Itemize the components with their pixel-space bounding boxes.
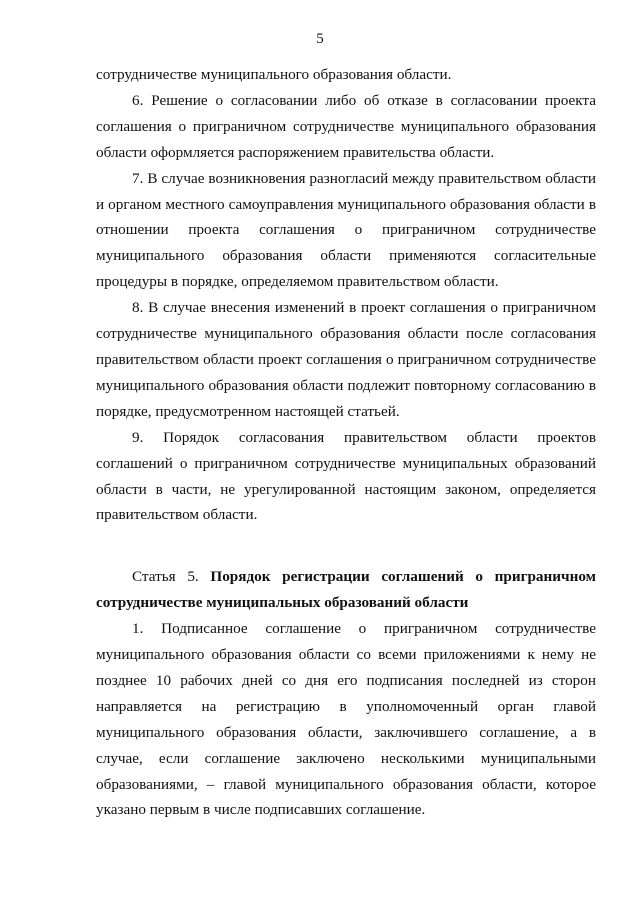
paragraph-item-6: 6. Решение о согласовании либо об отказе в согласовании проекта соглашения о приграничном сотрудничестве муниципального образования области оформляется распоряжением правительства области. xyxy=(96,91,596,161)
paragraph-item-7: 7. В случае возникновения разногласий между правительством области и органом местного самоуправления муниципального образования области в отношении проекта соглашения о приграничном сотрудничестве муниципального образования области применяются согласительные процедуры в порядке, определяемом правительством области. xyxy=(96,169,596,291)
page-number: 5 xyxy=(316,31,324,47)
document-body xyxy=(96,62,596,823)
paragraph-continuation: сотрудничестве муниципального образования области. xyxy=(96,66,452,83)
article-heading xyxy=(96,564,596,616)
article-paragraph-1: 1. Подписанное соглашение о приграничном сотрудничестве муниципального образования области со всеми приложениями к нему не позднее 10 рабочих дней со дня его подписания последней из сторон направляется на регистрацию в уполномоченный орган главой муниципального образования области, заключившего соглашение, а в случае, если соглашение заключено несколькими муниципальными образованиями, – главой муниципального образования области, которое указано первым в числе подписавших соглашение. xyxy=(96,620,596,819)
paragraph-item-8: 8. В случае внесения изменений в проект соглашения о приграничном сотрудничестве муниципального образования области после согласования правительством области проект соглашения о приграничном сотрудничестве муниципального образования области подлежит повторному согласованию в порядке, предусмотренном настоящей статьей. xyxy=(96,299,596,420)
article-label: Статья 5. xyxy=(132,568,211,586)
article-title: Порядок регистрации соглашений о приграничном сотрудничестве муниципальных образований области xyxy=(96,568,596,612)
paragraph-item-9: 9. Порядок согласования правительством области проектов соглашений о приграничном сотрудничестве муниципальных образований области в части, не урегулированной настоящим законом, определяется правительством области. xyxy=(96,428,596,524)
